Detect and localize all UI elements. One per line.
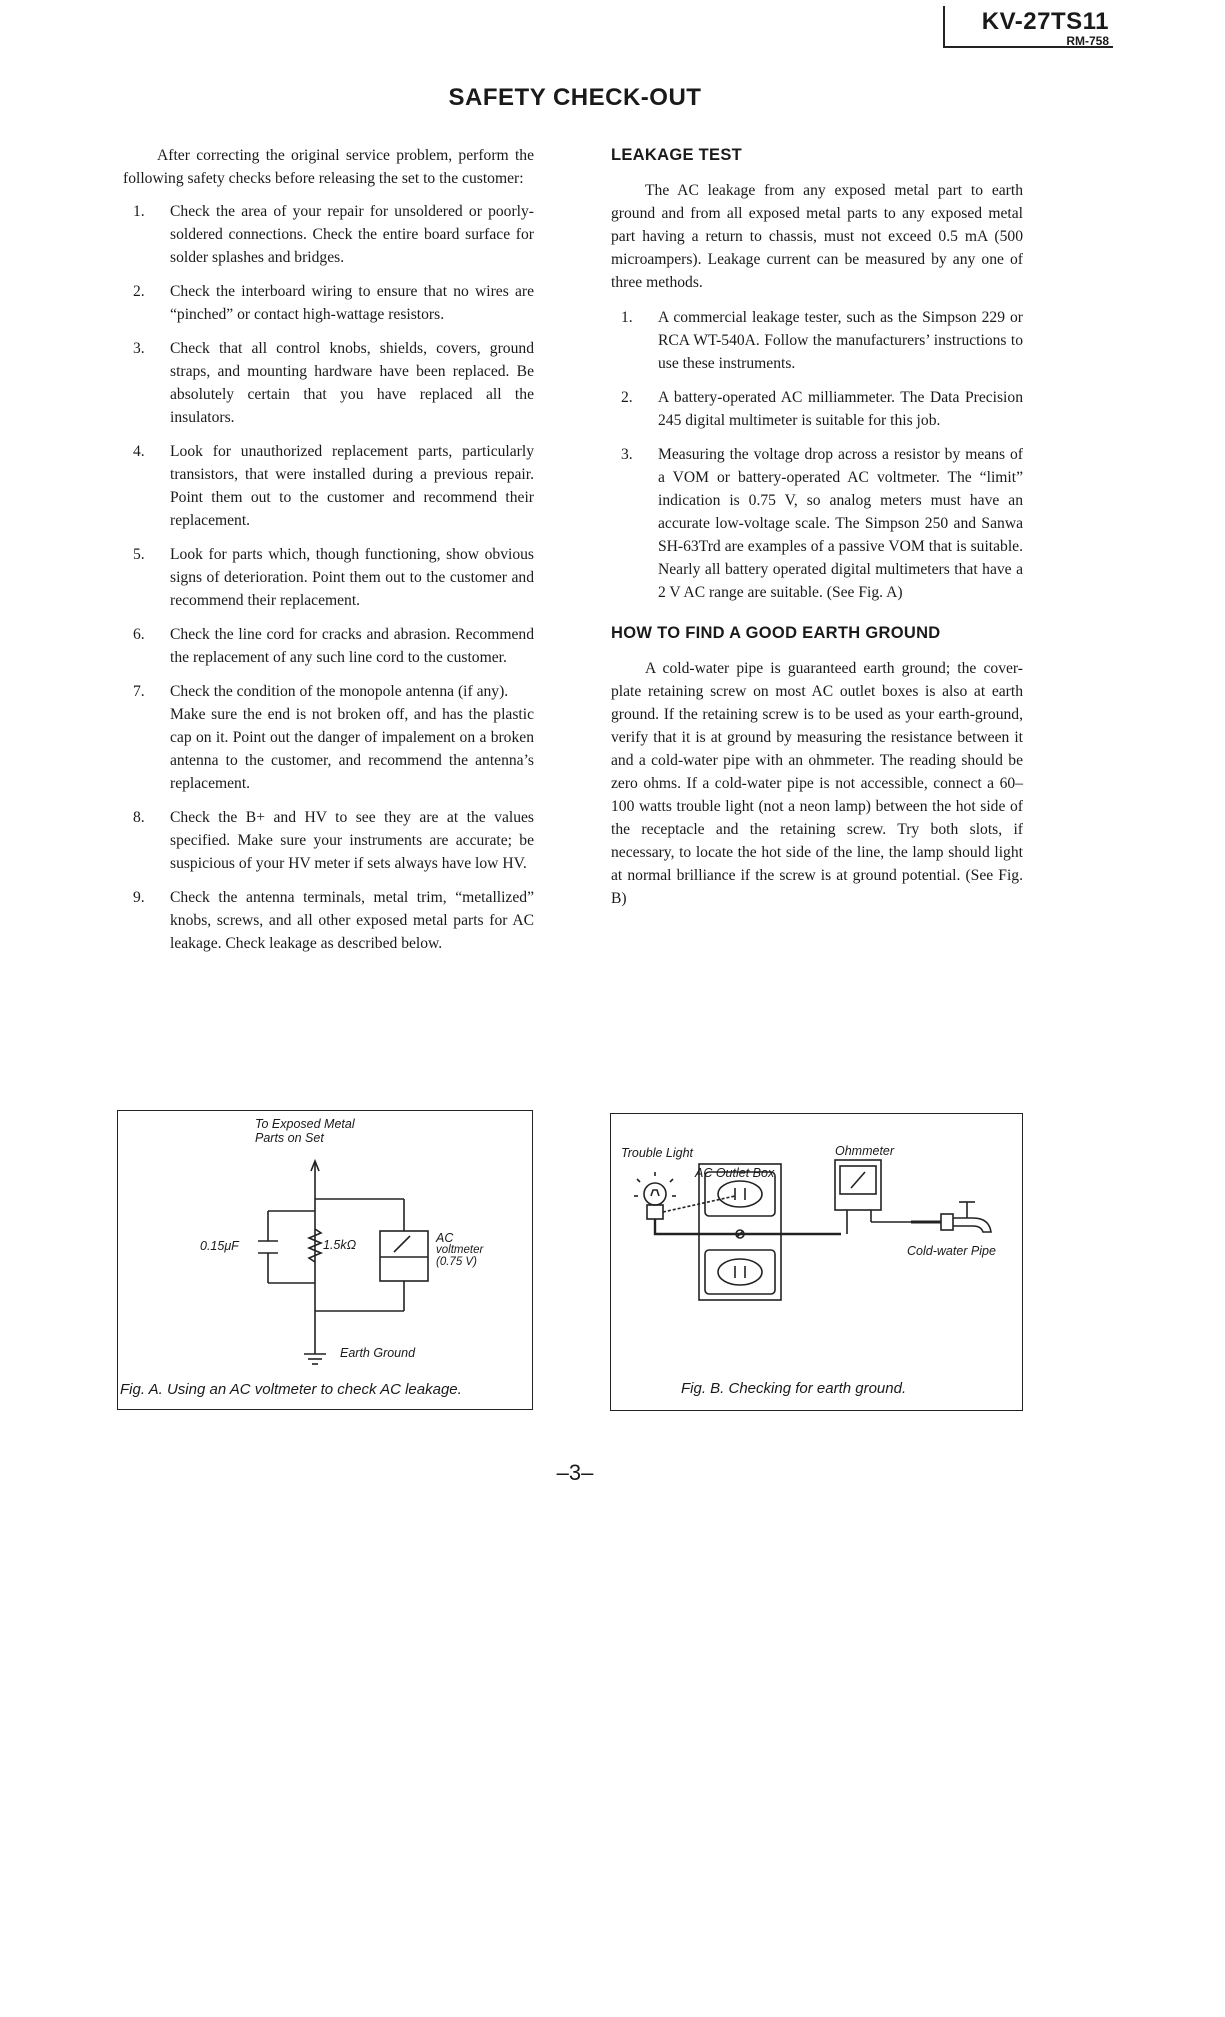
label-cold-water-pipe: Cold-water Pipe: [907, 1244, 996, 1258]
model-header: [943, 6, 1113, 48]
figure-b: [610, 1113, 1023, 1411]
label-meter-voltmeter: voltmeter: [436, 1244, 484, 1256]
item-number: 5.: [133, 546, 145, 563]
list-item: [611, 386, 1023, 432]
label-capacitor: 0.15μF: [200, 1239, 239, 1253]
intro-paragraph: After correcting the original service problem, perform the following safety checks before releasing the set to the customer:: [123, 147, 534, 187]
page-number: –3–: [556, 1460, 594, 1485]
fig-a-caption: Fig. A. Using an AC voltmeter to check AC leakage.: [120, 1381, 462, 1398]
list-item: [611, 306, 1023, 375]
right-column: [611, 144, 1023, 910]
label-ohmmeter: Ohmmeter: [835, 1144, 895, 1158]
item-number: 7.: [133, 683, 145, 700]
list-item: [123, 337, 534, 429]
item-text: Check the B+ and HV to see they are at the values specified. Make sure your instruments are accurate; be suspicious of your HV meter if sets always have low HV.: [170, 809, 534, 872]
item-number: 2.: [621, 389, 633, 406]
item-number: 9.: [133, 889, 145, 906]
label-meter-range: (0.75 V): [436, 1256, 477, 1268]
item-number: 4.: [133, 443, 145, 460]
item-text: Check the line cord for cracks and abrasion. Recommend the replacement of any such line cord to the customer.: [170, 626, 534, 666]
label-trouble-light: Trouble Light: [621, 1146, 694, 1160]
item-number: 2.: [133, 283, 145, 300]
item-number: 6.: [133, 626, 145, 643]
leakage-methods-list: [611, 306, 1023, 604]
ohmmeter-box: [835, 1160, 881, 1210]
figure-a: [117, 1110, 533, 1410]
item-number: 1.: [133, 203, 145, 220]
label-meter-ac: AC: [436, 1231, 454, 1245]
item-number: 1.: [621, 309, 633, 326]
item-text: Check the condition of the monopole antenna (if any).: [170, 683, 509, 700]
fig-b-caption: Fig. B. Checking for earth ground.: [681, 1380, 907, 1397]
list-item: [123, 680, 534, 795]
item-number: 3.: [133, 340, 145, 357]
light-bulb: [644, 1183, 666, 1205]
label-resistor: 1.5kΩ: [323, 1238, 357, 1252]
remote-model: RM-758: [1066, 34, 1109, 48]
item-text: Check that all control knobs, shields, covers, ground straps, and mounting hardware have been replaced. Be absolutely certain that you have replaced all the insulators.: [170, 340, 534, 426]
list-item: [123, 200, 534, 269]
label-exposed-metal: To Exposed Metal: [255, 1117, 355, 1131]
item-text: Check the interboard wiring to ensure that no wires are “pinched” or contact high-wattage resistors.: [170, 283, 534, 323]
outlet-receptacle-bottom: [718, 1259, 762, 1285]
label-ac-outlet-box: AC Outlet Box: [695, 1166, 775, 1180]
item-text: Measuring the voltage drop across a resistor by means of a VOM or battery-operated AC voltmeter. The “limit” indication is 0.75 V, so analog meters must have an accurate low-voltage scale. The Simpson 250 and Sanwa SH-63Trd are examples of a passive VOM that is suitable. Nearly all battery operated digital multimeters that have a 2 V AC range are suitable. (See Fig. A): [658, 446, 1023, 601]
safety-check-list: [123, 200, 534, 955]
bulb-socket: [647, 1205, 663, 1219]
list-item: [123, 806, 534, 875]
item-text: A battery-operated AC milliammeter. The Data Precision 245 digital multimeter is suitable for this job.: [658, 389, 1023, 429]
cold-water-pipe: [941, 1214, 953, 1230]
list-item: [123, 280, 534, 326]
item-text: Check the antenna terminals, metal trim, “metallized” knobs, screws, and all other exposed metal parts for AC leakage. Check leakage as described below.: [170, 889, 534, 952]
item-number: 3.: [621, 446, 633, 463]
list-item: [123, 886, 534, 955]
model-number: KV-27TS11: [981, 8, 1109, 35]
item-text: Look for unauthorized replacement parts, particularly transistors, that were installed during a previous repair. Point them out to the customer and recommend their replacement.: [170, 443, 534, 529]
item-text: Look for parts which, though functioning, show obvious signs of deterioration. Point them out to the customer and recommend their replacement.: [170, 546, 534, 609]
left-column: [123, 144, 534, 966]
item-text: Check the area of your repair for unsoldered or poorly-soldered connections. Check the entire board surface for solder splashes and bridges.: [170, 203, 534, 266]
item-text-continued: Make sure the end is not broken off, and has the plastic cap on it. Point out the danger of impalement on a broken antenna to the customer, and recommend the antenna’s replacement.: [170, 706, 534, 792]
earth-ground-heading: HOW TO FIND A GOOD EARTH GROUND: [611, 624, 941, 642]
ac-outlet-box: [699, 1164, 781, 1300]
label-parts-on-set: Parts on Set: [255, 1131, 324, 1145]
list-item: [123, 440, 534, 532]
earth-ground-paragraph: A cold-water pipe is guaranteed earth ground; the cover-plate retaining screw on most AC outlet boxes is also at earth ground. If the retaining screw is to be used as your earth-ground, verify that it is at ground by measuring the resistance between it and a cold-water pipe with an ohmmeter. The reading should be zero ohms. If a cold-water pipe is not accessible, connect a 60–100 watts trouble light (not a neon lamp) between the hot side of the receptacle and the retaining screw. Try both slots, if necessary, to locate the hot side of the line, the lamp should light at normal brilliance if the screw is at ground potential. (See Fig. B): [611, 660, 1023, 907]
list-item: [123, 623, 534, 669]
list-item: [123, 543, 534, 612]
item-number: 8.: [133, 809, 145, 826]
label-earth-ground: Earth Ground: [340, 1346, 416, 1360]
page-title: SAFETY CHECK-OUT: [448, 84, 702, 111]
leakage-test-heading: LEAKAGE TEST: [611, 146, 743, 164]
outlet-receptacle-top: [718, 1181, 762, 1207]
leakage-intro: The AC leakage from any exposed metal part to earth ground and from all exposed metal parts to any exposed metal part having a return to chassis, must not exceed 0.5 mA (500 microampers). Leakage current can be measured by any one of three methods.: [611, 182, 1023, 291]
item-text: A commercial leakage tester, such as the Simpson 229 or RCA WT-540A. Follow the manufacturers’ instructions to use these instruments.: [658, 309, 1023, 372]
meter-box: [380, 1231, 428, 1281]
list-item: [611, 443, 1023, 604]
